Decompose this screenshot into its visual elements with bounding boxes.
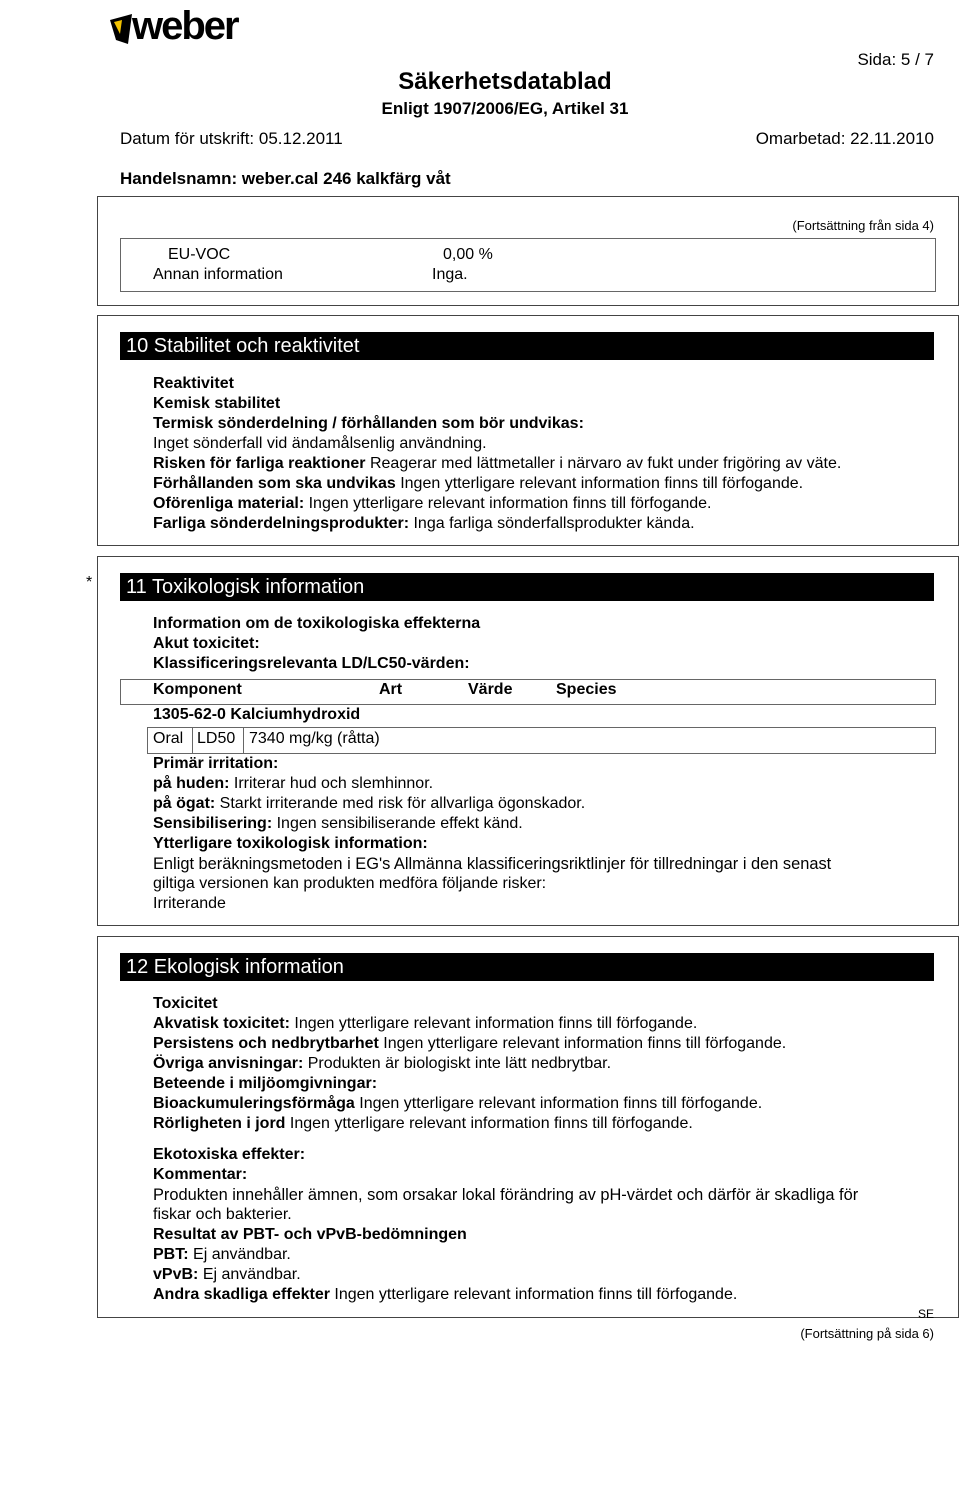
bio-label: Bioackumuleringsförmåga [153,1095,355,1112]
tox-col-species: Species [556,681,617,698]
produkten-line-1: Produkten innehåller ämnen, som orsakar lokal förändring av pH-värdet och därför är skadliga för [153,1186,859,1204]
trade-name: Handelsnamn: weber.cal 246 kalkfärg våt [120,169,451,188]
vpvb-label: vPvB: [153,1266,199,1283]
other-info-value: Inga. [432,266,468,283]
tox-col-komponent: Komponent [153,681,242,698]
sens-line [153,814,831,834]
section-11-heading: 11 Toxikologisk information [120,573,934,601]
eu-voc-value: 0,00 % [443,246,493,263]
klass-label: Klassificeringsrelevanta LD/LC50-värden: [153,655,470,672]
ogat-label: på ögat: [153,795,216,812]
pbt-label: PBT: [153,1246,189,1263]
sens-text: Ingen sensibiliserande effekt känd. [276,815,523,832]
andra-label: Andra skadliga effekter [153,1286,330,1303]
enligt-line-2: giltiga versionen kan produkten medföra följande risker: [153,875,547,892]
ofor-line [153,494,841,514]
pers-label: Persistens och nedbrytbarhet [153,1035,379,1052]
page-number: Sida: 5 / 7 [857,50,934,69]
ogat-line [153,794,831,814]
produkten-line-2: fiskar och bakterier. [153,1206,292,1223]
huden-line [153,774,831,794]
revision-star: * [86,574,93,591]
farl-text: Inga farliga sönderfallsprodukter kända. [413,515,695,532]
bio-text: Ingen ytterligare relevant information finns till förfogande. [359,1095,763,1112]
vpvb-line [153,1265,858,1285]
vpvb-text: Ej användbar. [202,1266,301,1283]
forh-text: Ingen ytterligare relevant information finns till förfogande. [400,475,804,492]
risk-text: Reagerar med lättmetaller i närvaro av fukt under frigöring av väte. [369,455,842,472]
irriterande-text: Irriterande [153,895,226,912]
tox-col-varde: Värde [468,681,513,698]
pbt-text: Ej användbar. [193,1246,291,1263]
pers-line [153,1034,786,1054]
bio-line [153,1094,786,1114]
kommentar-label: Kommentar: [153,1166,248,1183]
akv-label: Akvatisk toxicitet: [153,1015,290,1032]
huden-text: Irriterar hud och slemhinnor. [233,775,434,792]
akv-line [153,1014,786,1034]
pbt-line [153,1245,858,1265]
andra-line [153,1285,858,1305]
logo-mark-icon [108,14,134,46]
document-title: Säkerhetsdatablad [398,68,612,95]
beteende-label: Beteende i miljöomgivningar: [153,1075,378,1092]
ofor-label: Oförenliga material: [153,495,305,512]
continuation-top: (Fortsättning från sida 4) [792,218,934,233]
ror-line [153,1114,786,1134]
section-11-intro [153,614,480,674]
forh-label: Förhållanden som ska undvikas [153,475,396,492]
akut-label: Akut toxicitet: [153,635,260,652]
section-12-heading: 12 Ekologisk information [120,953,934,981]
kemisk-label: Kemisk stabilitet [153,395,281,412]
ovr-line [153,1054,786,1074]
ytter-label: Ytterligare toxikologisk information: [153,835,428,852]
ror-label: Rörligheten i jord [153,1115,286,1132]
resultat-label: Resultat av PBT- och vPvB-bedömningen [153,1226,467,1243]
farl-line [153,514,841,534]
tox-cell-divider [243,728,244,753]
sens-label: Sensibilisering: [153,815,273,832]
tox-cell-divider [192,728,193,753]
ovr-text: Produkten är biologiskt inte lätt nedbrytbar. [307,1055,612,1072]
pers-text: Ingen ytterligare relevant information finns till förfogande. [383,1035,787,1052]
tox-table-header [120,679,936,705]
weber-logo [108,4,258,50]
farl-label: Farliga sönderdelningsprodukter: [153,515,410,532]
section-12-body-2 [153,1145,858,1305]
enligt-line-1: Enligt beräkningsmetoden i EG's Allmänna klassificeringsriktlinjer för tillredningar i den senast [153,855,832,873]
language-code: SE [917,1307,934,1321]
section-10-body [153,374,841,534]
section-10-heading: 10 Stabilitet och reaktivitet [120,332,934,360]
tox-value: 7340 mg/kg (råtta) [249,730,380,747]
section-11-body [153,754,831,914]
akv-text: Ingen ytterligare relevant information finns till förfogande. [294,1015,698,1032]
tox-info-label: Information om de toxikologiska effekterna [153,615,481,632]
document-subtitle: Enligt 1907/2006/EG, Artikel 31 [381,99,629,118]
termisk-label: Termisk sönderdelning / förhållanden som bör undvikas: [153,415,584,432]
tox-route: Oral [153,730,184,747]
huden-label: på huden: [153,775,230,792]
ofor-text: Ingen ytterligare relevant information finns till förfogande. [308,495,712,512]
ovr-label: Övriga anvisningar: [153,1055,304,1072]
ogat-text: Starkt irriterande med risk för allvarliga ögonskador. [219,795,586,812]
ekotox-label: Ekotoxiska effekter: [153,1146,306,1163]
risk-line [153,454,841,474]
tox-col-art: Art [379,681,403,698]
eu-voc-label: EU-VOC [168,246,231,263]
tox-substance: 1305-62-0 Kalciumhydroxid [153,706,361,723]
andra-text: Ingen ytterligare relevant information finns till förfogande. [334,1286,738,1303]
reaktivitet-label: Reaktivitet [153,375,234,392]
logo-text: weber [132,4,238,48]
forh-line [153,474,841,494]
primar-label: Primär irritation: [153,755,279,772]
print-date: Datum för utskrift: 05.12.2011 [120,129,343,148]
tox-type: LD50 [197,730,236,747]
toxicitet-label: Toxicitet [153,995,218,1012]
ror-text: Ingen ytterligare relevant information finns till förfogande. [289,1115,693,1132]
risk-label: Risken för farliga reaktioner [153,455,366,472]
other-info-label: Annan information [153,266,283,283]
revised-date: Omarbetad: 22.11.2010 [755,129,934,148]
section-12-body [153,994,786,1134]
termisk-text: Inget sönderfall vid ändamålsenlig användning. [153,435,487,452]
continuation-bottom: (Fortsättning på sida 6) [800,1326,934,1341]
